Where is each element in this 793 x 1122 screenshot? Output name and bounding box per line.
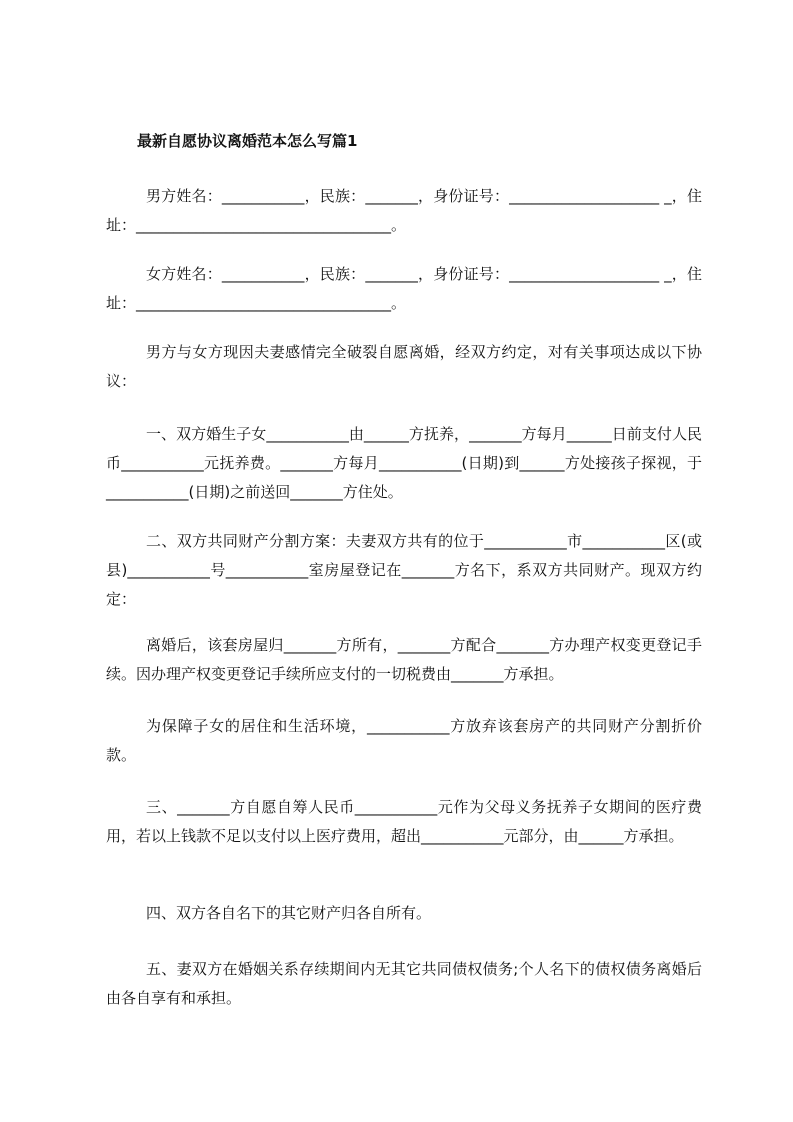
paragraph-clause-3: 三、_______方自愿自筹人民币___________元作为父母义务抚养子女期间的医疗费用，若以上钱款不足以支付以上医疗费用，超出___________元部分，由______方承担。 bbox=[106, 798, 702, 845]
paragraph-house-ownership: 离婚后，该套房屋归_______方所有，_______方配合_______方办理产权变更登记手续。因办理产权变更登记手续所应支付的一切税费由_______方承担。 bbox=[106, 636, 702, 683]
paragraph-clause-4: 四、双方各自名下的其它财产归各自所有。 bbox=[146, 904, 432, 922]
paragraph-waiver: 为保障子女的居住和生活环境，___________方放弃该套房产的共同财产分割折价款。 bbox=[106, 717, 702, 764]
paragraph-preamble: 男方与女方现因夫妻感情完全破裂自愿离婚，经双方约定，对有关事项达成以下协议： bbox=[106, 343, 702, 390]
document-title: 最新自愿协议离婚范本怎么写篇1 bbox=[137, 132, 358, 150]
paragraph-clause-2: 二、双方共同财产分割方案：夫妻双方共有的位于___________市___________区(或县)___________号___________室房屋登记在_______方名下，系双方共同财产。现双方约定： bbox=[106, 532, 702, 608]
paragraph-female-info: 女方姓名：___________，民族：_______，身份证号：____________________ _，住址：__________________________________。 bbox=[106, 265, 702, 312]
paragraph-male-info: 男方姓名：___________，民族：_______，身份证号：____________________ _，住址：__________________________________。 bbox=[106, 187, 702, 234]
paragraph-clause-5: 五、妻双方在婚姻关系存续期间内无其它共同债权债务;个人名下的债权债务离婚后由各自享有和承担。 bbox=[106, 960, 702, 1007]
paragraph-clause-1: 一、双方婚生子女___________由______方抚养，_______方每月______日前支付人民币___________元抚养费。_______方每月___________(日期)到______方处接孩子探视，于___________(日期)之前送回_______方住处。 bbox=[106, 425, 702, 501]
